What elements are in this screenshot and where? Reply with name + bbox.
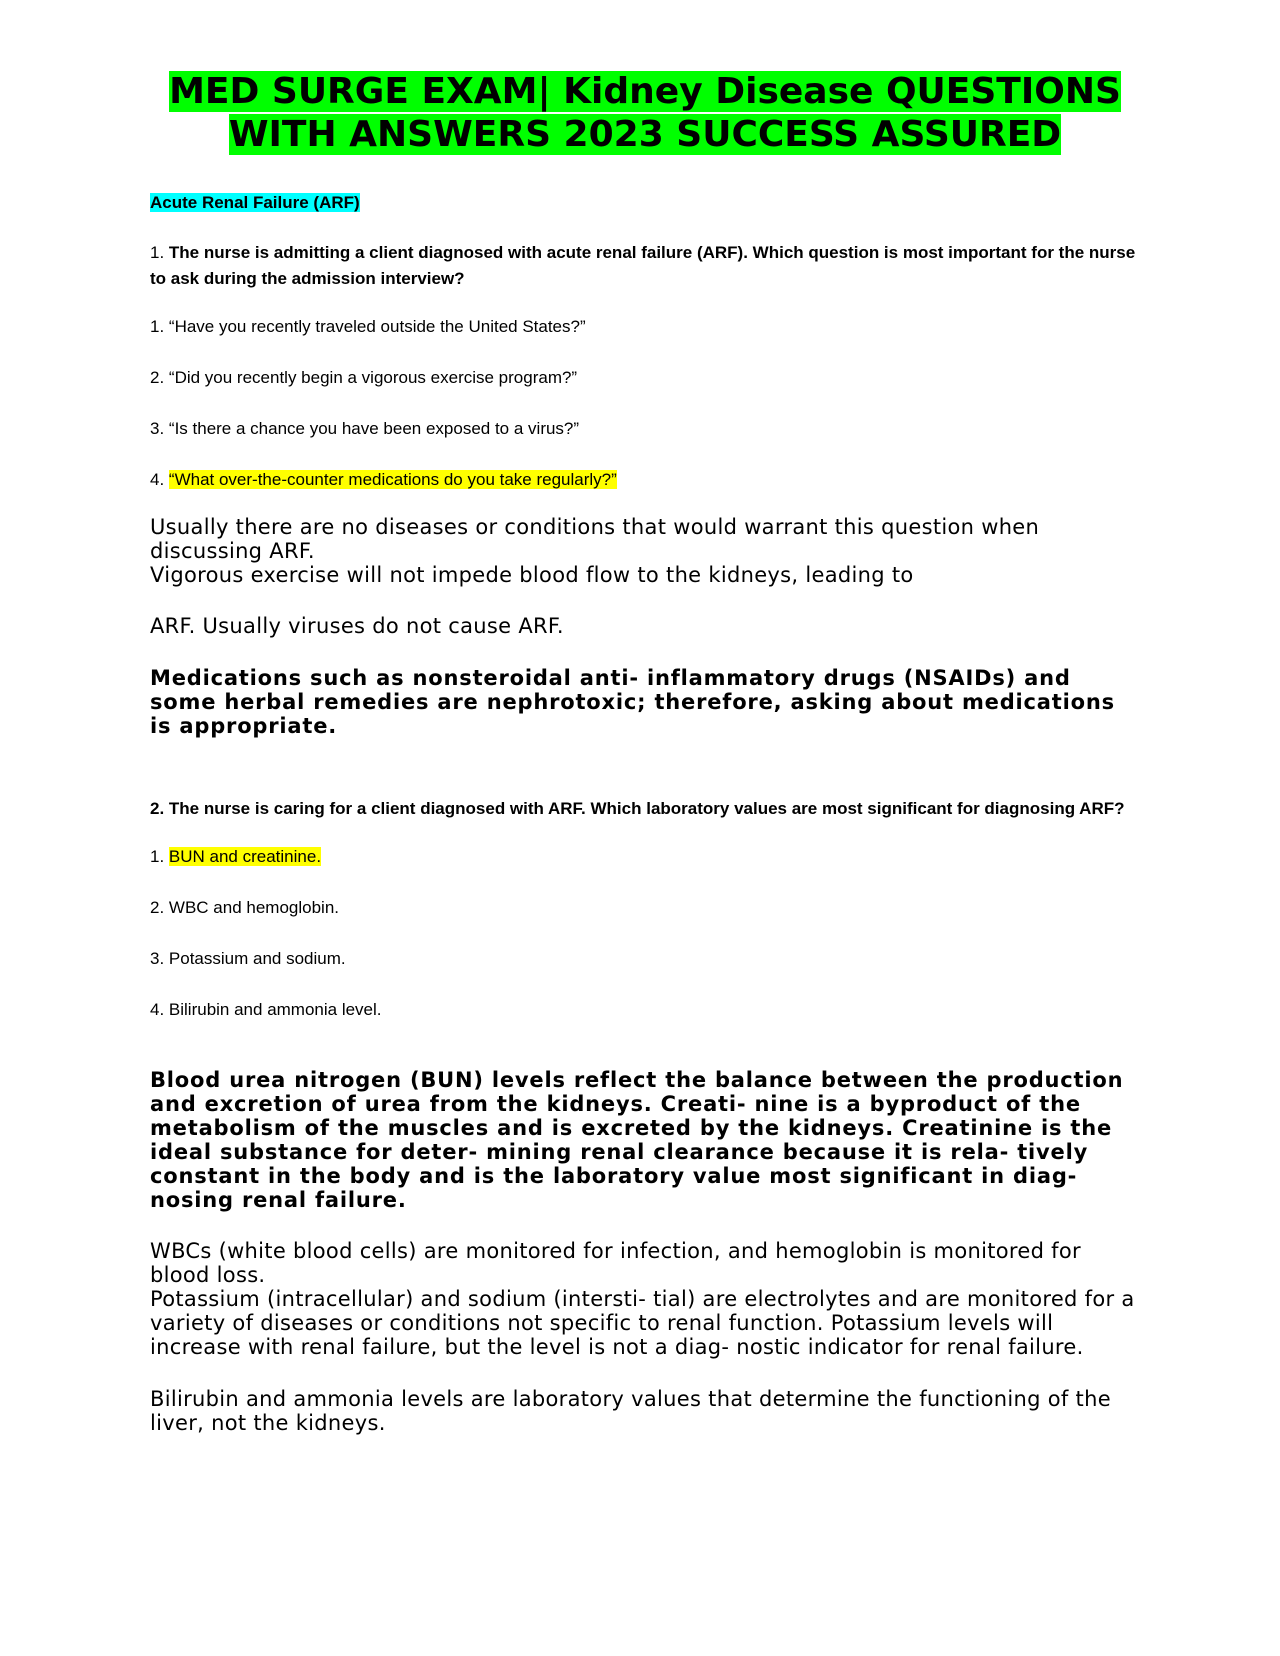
q2-option-4-text: Bilirubin and ammonia level. xyxy=(168,1000,382,1019)
q2-explanation xyxy=(150,1239,1140,1435)
q1-explanation-3: ARF. Usually viruses do not cause ARF. xyxy=(150,614,564,638)
q2-answer-explanation: Blood urea nitrogen (BUN) levels reflect the balance between the production and excretion of urea from the kidneys. Creati- nine is a byproduct of the metabolism of the muscles and is excreted by the kidneys. Creatinine is the ideal substance for deter- mining renal clearance because it is rela- tively constant in the body and is the laboratory value most significant in diag- nosing renal failure. xyxy=(150,1068,1124,1212)
title-line-2: WITH ANSWERS 2023 SUCCESS ASSURED xyxy=(228,114,1062,155)
q2-option-2-number: 2. xyxy=(150,898,169,917)
q2-option-1-number: 1. xyxy=(150,847,169,866)
title-line-1: MED SURGE EXAM| Kidney Disease QUESTIONS xyxy=(169,71,1121,112)
q2-option-3-number: 3. xyxy=(150,949,169,968)
q1-option-4-text-correct: “What over-the-counter medications do you take regularly?” xyxy=(168,470,617,489)
q2-option-1-text-correct: BUN and creatinine. xyxy=(168,847,322,866)
q1-option-4 xyxy=(150,467,1140,493)
q1-option-2 xyxy=(150,365,1140,391)
q2-option-2-text: WBC and hemoglobin. xyxy=(168,898,339,917)
q2-explanation-1: WBCs (white blood cells) are monitored for infection, and hemoglobin is monitored for blood loss. xyxy=(150,1239,1081,1287)
question-1 xyxy=(150,240,1140,292)
q2-option-4-number: 4. xyxy=(150,1000,169,1019)
question-1-text: The nurse is admitting a client diagnosed with acute renal failure (ARF). Which question is most important for the nurse to ask during the admission interview? xyxy=(150,243,1136,288)
q1-option-3 xyxy=(150,416,1140,442)
q1-answer-explanation: Medications such as nonsteroidal anti- inflammatory drugs (NSAIDs) and some herbal remedies are nephrotoxic; therefore, asking about medications is appropriate. xyxy=(150,666,1115,738)
q1-option-3-text: “Is there a chance you have been exposed to a virus?” xyxy=(168,419,580,438)
q2-explanation-2: Potassium (intracellular) and sodium (intersti- tial) are electrolytes and are monitored for a variety of diseases or conditions not specific to renal function. Potassium levels will increase with renal failure, but the level is not a diag- nostic indicator for renal failure. xyxy=(150,1287,1135,1359)
section-heading-text: Acute Renal Failure (ARF) xyxy=(150,193,360,212)
q1-option-1-text: “Have you recently traveled outside the United States?” xyxy=(168,317,586,336)
q1-option-1-number: 1. xyxy=(150,317,169,336)
q2-option-2 xyxy=(150,895,1140,921)
document-page xyxy=(150,70,1140,1435)
q1-option-2-text: “Did you recently begin a vigorous exercise program?” xyxy=(168,368,578,387)
question-1-number: 1. xyxy=(150,243,169,262)
q2-option-3-text: Potassium and sodium. xyxy=(168,949,346,968)
q1-explanation-2: Vigorous exercise will not impede blood flow to the kidneys, leading to xyxy=(150,563,914,587)
q2-explanation-3: Bilirubin and ammonia levels are laboratory values that determine the functioning of the liver, not the kidneys. xyxy=(150,1387,1111,1435)
q2-option-4 xyxy=(150,997,1140,1023)
section-heading xyxy=(150,190,1140,216)
q1-option-4-number: 4. xyxy=(150,470,169,489)
q1-explanation xyxy=(150,515,1140,638)
question-2: 2. The nurse is caring for a client diagnosed with ARF. Which laboratory values are most significant for diagnosing ARF? xyxy=(150,799,1125,818)
q1-option-1 xyxy=(150,314,1140,340)
q1-explanation-1: Usually there are no diseases or conditions that would warrant this question when discussing ARF. xyxy=(150,515,1040,563)
document-title xyxy=(150,70,1140,156)
q2-option-3 xyxy=(150,946,1140,972)
q2-option-1 xyxy=(150,844,1140,870)
q1-option-3-number: 3. xyxy=(150,419,169,438)
q1-option-2-number: 2. xyxy=(150,368,169,387)
